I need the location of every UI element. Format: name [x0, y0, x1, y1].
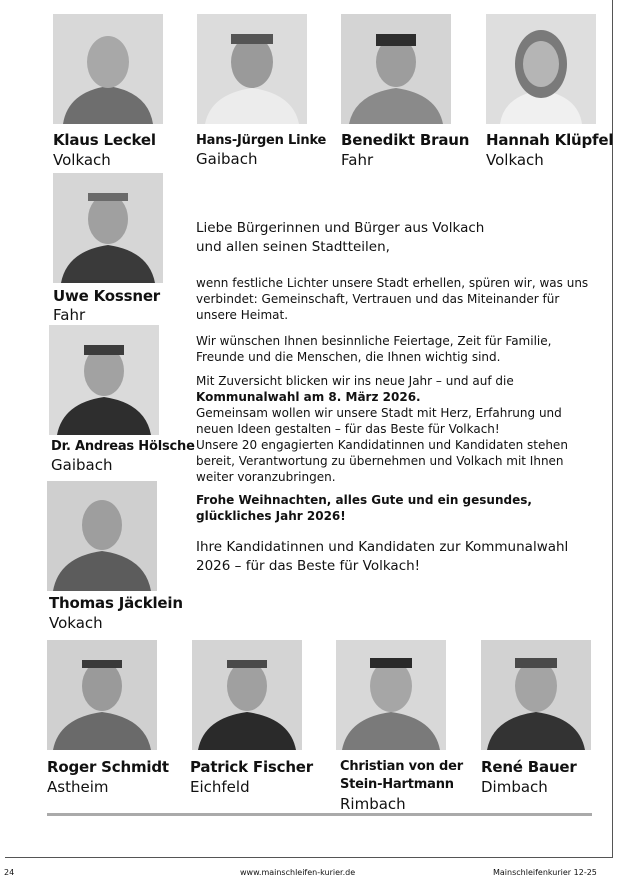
candidate-photo: [197, 14, 307, 124]
candidate-name: Klaus Leckel: [53, 131, 156, 149]
candidate-place: Astheim: [47, 778, 109, 796]
candidate-name: Christian von der: [340, 759, 463, 774]
divider: [47, 813, 592, 816]
candidate-photo: [47, 481, 157, 591]
candidate-photo: [47, 640, 157, 750]
candidate-photo: [192, 640, 302, 750]
candidate-name: Hans-Jürgen Linke: [196, 133, 327, 148]
letter-greeting: [196, 219, 596, 257]
candidate-photo: [486, 14, 596, 124]
footer-issue: Mainschleifenkurier 12-25: [493, 868, 597, 877]
candidate-photo: [481, 640, 591, 750]
candidate-place: Vokach: [49, 614, 103, 632]
letter-paragraph: Wir wünschen Ihnen besinnliche Feiertage, Zeit für Familie, Freunde und die Menschen, die Ihnen wichtig sind.: [196, 334, 552, 364]
candidate-place: Volkach: [486, 151, 544, 169]
candidate-name: Patrick Fischer: [190, 758, 313, 776]
text-run: Gemeinsam wollen wir unsere Stadt mit Herz, Erfahrung und neuen Ideen gestalten – für das Beste für Volkach!: [196, 406, 562, 436]
candidate-name: Stein-Hartmann: [340, 777, 454, 792]
letter-paragraph: [196, 373, 596, 485]
letter-closing: Ihre Kandidatinnen und Kandidaten zur Kommunalwahl 2026 – für das Beste für Volkach!: [196, 539, 569, 574]
letter-wishes: Frohe Weihnachten, alles Gute und ein gesundes, glückliches Jahr 2026!: [196, 493, 532, 523]
candidate-name: René Bauer: [481, 758, 577, 776]
candidate-place: Eichfeld: [190, 778, 250, 796]
candidate-place: Fahr: [341, 151, 374, 169]
candidate-name: Dr. Andreas Hölsche: [51, 439, 195, 454]
candidate-place: Gaibach: [196, 150, 258, 168]
candidate-name: Uwe Kossner: [53, 287, 161, 305]
candidate-name: Thomas Jäcklein: [49, 594, 183, 612]
candidate-place: Volkach: [53, 151, 111, 169]
text-run: Unsere 20 engagierten Kandidatinnen und Kandidaten stehen bereit, Verantwortung zu übernehmen und Volkach mit Ihnen weiter voranzubringen.: [196, 438, 568, 484]
page-number: 24: [4, 868, 15, 877]
letter-paragraph: wenn festliche Lichter unsere Stadt erhellen, spüren wir, was uns verbindet: Gemeinschaft, Vertrauen und das Miteinander für unsere Heimat.: [196, 276, 589, 322]
candidate-place: Dimbach: [481, 778, 548, 796]
candidate-photo: [341, 14, 451, 124]
election-date: Kommunalwahl am 8. März 2026.: [196, 390, 421, 404]
greeting-line: Liebe Bürgerinnen und Bürger aus Volkach: [196, 220, 485, 236]
candidate-place: Fahr: [53, 306, 86, 324]
candidate-photo: [53, 14, 163, 124]
candidate-name: Benedikt Braun: [341, 131, 470, 149]
candidate-place: Rimbach: [340, 795, 406, 813]
candidate-name: Roger Schmidt: [47, 758, 169, 776]
footer-website: www.mainschleifen-kurier.de: [240, 868, 356, 877]
candidate-photo: [53, 173, 163, 283]
candidate-photo: [336, 640, 446, 750]
candidate-name: Hannah Klüpfel: [486, 131, 614, 149]
greeting-line: und allen seinen Stadtteilen,: [196, 239, 390, 255]
text-run: Mit Zuversicht blicken wir ins neue Jahr – und auf die: [196, 374, 514, 388]
candidate-place: Gaibach: [51, 456, 113, 474]
candidate-photo: [49, 325, 159, 435]
